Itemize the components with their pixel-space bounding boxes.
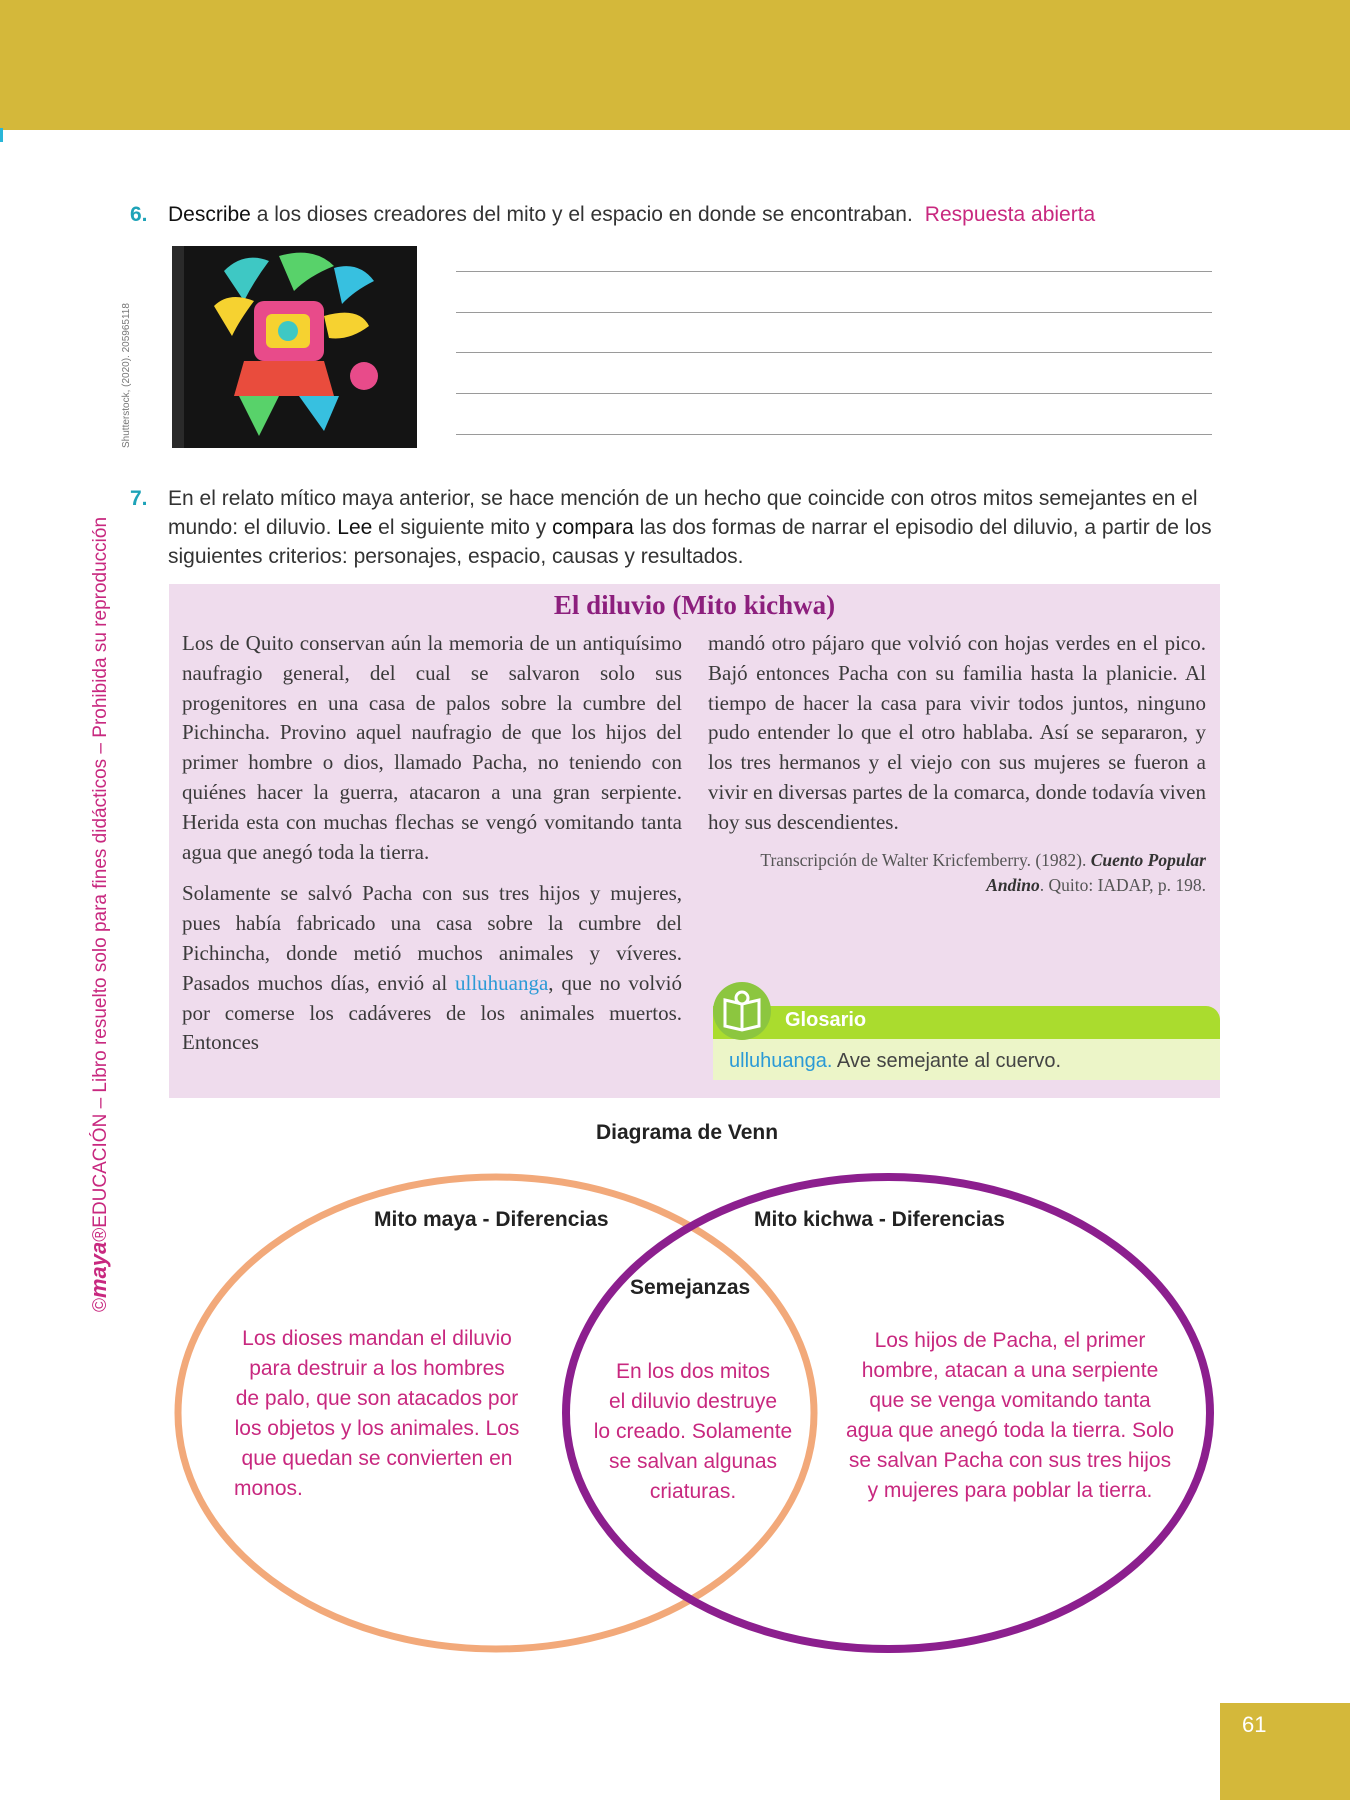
venn-text-line: y mujeres para poblar la tierra.: [867, 1479, 1153, 1502]
image-credit: Shutterstock, (2020). 205965118: [121, 303, 132, 448]
venn-left-text: [212, 1324, 542, 1504]
venn-text-line: criaturas.: [649, 1480, 737, 1503]
question-text: las dos formas de narrar el episodio del diluvio, a partir de los siguientes criterios: personajes, espacio, causas y resultados.: [168, 516, 1212, 568]
question-text: a los dioses creadores del mito y el espacio en donde se encontraban.: [250, 203, 913, 226]
glossary-definition: [729, 1050, 1061, 1073]
header-band: [0, 0, 1350, 130]
source-title: Cuento Popular Andino: [986, 849, 1206, 895]
myth-paragraph: Los de Quito conservan aún la memoria de un antiquísimo naufragio general, del cual se salvaron solo sus progenitores en una casa de palos sobre la cumbre del Pichincha. Provino aquel naufragio de que los hijos del primer hombre o dios, llamado Pacha, no teniendo con quiénes hacer la guerra, atacaron a una gran serpiente. Herida esta con muchas flechas se vengó vomitando tanta agua que anegó toda la tierra.: [182, 631, 682, 864]
answer-line[interactable]: [456, 434, 1212, 435]
myth-column-left: [182, 629, 682, 1058]
source-text: Transcripción de Walter Kricfemberry. (1982).: [760, 849, 1091, 870]
answer-line[interactable]: [456, 393, 1212, 394]
venn-left-label: Mito maya - Diferencias: [374, 1208, 609, 1231]
venn-text-line: el diluvio destruye: [608, 1390, 778, 1413]
glossary-box: [713, 982, 1220, 1098]
page-number: 61: [1242, 1712, 1267, 1737]
venn-text-line: para destruir a los hombres: [249, 1357, 505, 1380]
venn-center-label: Semejanzas: [630, 1276, 751, 1299]
aztec-god-illustration: [184, 246, 417, 448]
venn-text-line: los objetos y los animales. Los: [234, 1417, 520, 1440]
brand-name: maya: [86, 1241, 111, 1298]
question-text: el siguiente mito y: [372, 516, 553, 539]
right-leg: [299, 396, 339, 431]
venn-text-line: que quedan se convierten en: [241, 1447, 513, 1470]
header-tick: [0, 128, 3, 142]
venn-text-line: En los dos mitos: [615, 1360, 771, 1383]
question-verb: Describe: [168, 203, 251, 226]
question-number: 6.: [130, 203, 148, 226]
venn-text-line: se salvan Pacha con sus tres hijos: [848, 1449, 1172, 1472]
question-6: [130, 200, 1220, 229]
paragraph-text: , que no volvió por comerse los cadáveres de los animales muertos. Entonces: [182, 970, 682, 1055]
book-icon: [713, 982, 771, 1040]
glossary-term: ulluhuanga.: [729, 1050, 833, 1072]
paragraph-text: Solamente se salvó Pacha con sus tres hijos y mujeres, pues había fabricado una casa sobre la cumbre del Pichincha, donde metió muchos animales y víveres. Pasados muchos días, envió al: [182, 881, 682, 995]
shield-shape: [350, 362, 378, 390]
myth-paragraph: mandó otro pájaro que volvió con hojas verdes en el pico. Bajó entonces Pacha con su familia hasta la planicie. Al tiempo de hacer la casa para vivir todos juntos, ninguno pudo entender lo que el otro hablaba. Así se separaron, y los tres hermanos y el viejo con sus mujeres se fueron a vivir en diversas partes de la comarca, donde todavía viven hoy sus descendientes.: [708, 631, 1206, 834]
page-number-box: [1220, 1703, 1350, 1800]
answer-line[interactable]: [456, 312, 1212, 313]
question-number: 7.: [130, 487, 148, 510]
venn-text-line: monos.: [234, 1477, 303, 1500]
venn-text-line: que se venga vomitando tanta: [869, 1389, 1151, 1412]
venn-title: Diagrama de Venn: [596, 1121, 779, 1144]
venn-right-text: [830, 1326, 1190, 1506]
aztec-god-image: [172, 246, 417, 448]
question-verb: compara: [552, 516, 634, 539]
left-leg: [239, 396, 279, 436]
glossary-term-link[interactable]: ulluhuanga: [454, 970, 549, 995]
venn-text-line: Los hijos de Pacha, el primer: [874, 1329, 1146, 1352]
venn-text-line: hombre, atacan a una serpiente: [861, 1359, 1159, 1382]
venn-text-line: Los dioses mandan el diluvio: [242, 1327, 512, 1350]
question-7: [130, 484, 1222, 571]
answer-line[interactable]: [456, 352, 1212, 353]
venn-text-line: se salvan algunas: [608, 1450, 778, 1473]
skirt-shape: [234, 361, 334, 396]
registered-symbol: ®: [90, 1227, 111, 1242]
source-text: . Quito: IADAP, p. 198.: [1039, 874, 1206, 895]
venn-text-line: de palo, que son atacados por: [235, 1387, 519, 1410]
answer-line[interactable]: [456, 271, 1212, 272]
myth-title: El diluvio (Mito kichwa): [553, 590, 836, 620]
venn-center-text: [583, 1357, 803, 1507]
glossary-title: Glosario: [785, 1009, 867, 1031]
myth-column-right: [708, 629, 1206, 898]
sidebar-text: EDUCACIÓN – Libro resuelto solo para fines didácticos – Prohibida su reproducción: [90, 516, 111, 1228]
question-verb: Lee: [337, 516, 373, 539]
venn-text-line: agua que anegó toda la tierra. Solo: [845, 1419, 1175, 1442]
copyright-symbol: ©: [90, 1298, 111, 1312]
myth-source: [708, 848, 1206, 898]
glossary-definition-text: Ave semejante al cuervo.: [832, 1050, 1062, 1072]
myth-paragraph: [182, 879, 682, 1058]
question-text: En el relato mítico maya anterior, se hace mención de un hecho que coincide con otros mitos semejantes en el mundo: el diluvio.: [168, 487, 1198, 539]
mask-eye: [278, 321, 298, 341]
arm-shape: [324, 313, 369, 339]
venn-text-line: lo creado. Solamente: [593, 1420, 793, 1443]
answer-text: Respuesta abierta: [924, 203, 1096, 226]
venn-right-label: Mito kichwa - Diferencias: [754, 1208, 1005, 1231]
